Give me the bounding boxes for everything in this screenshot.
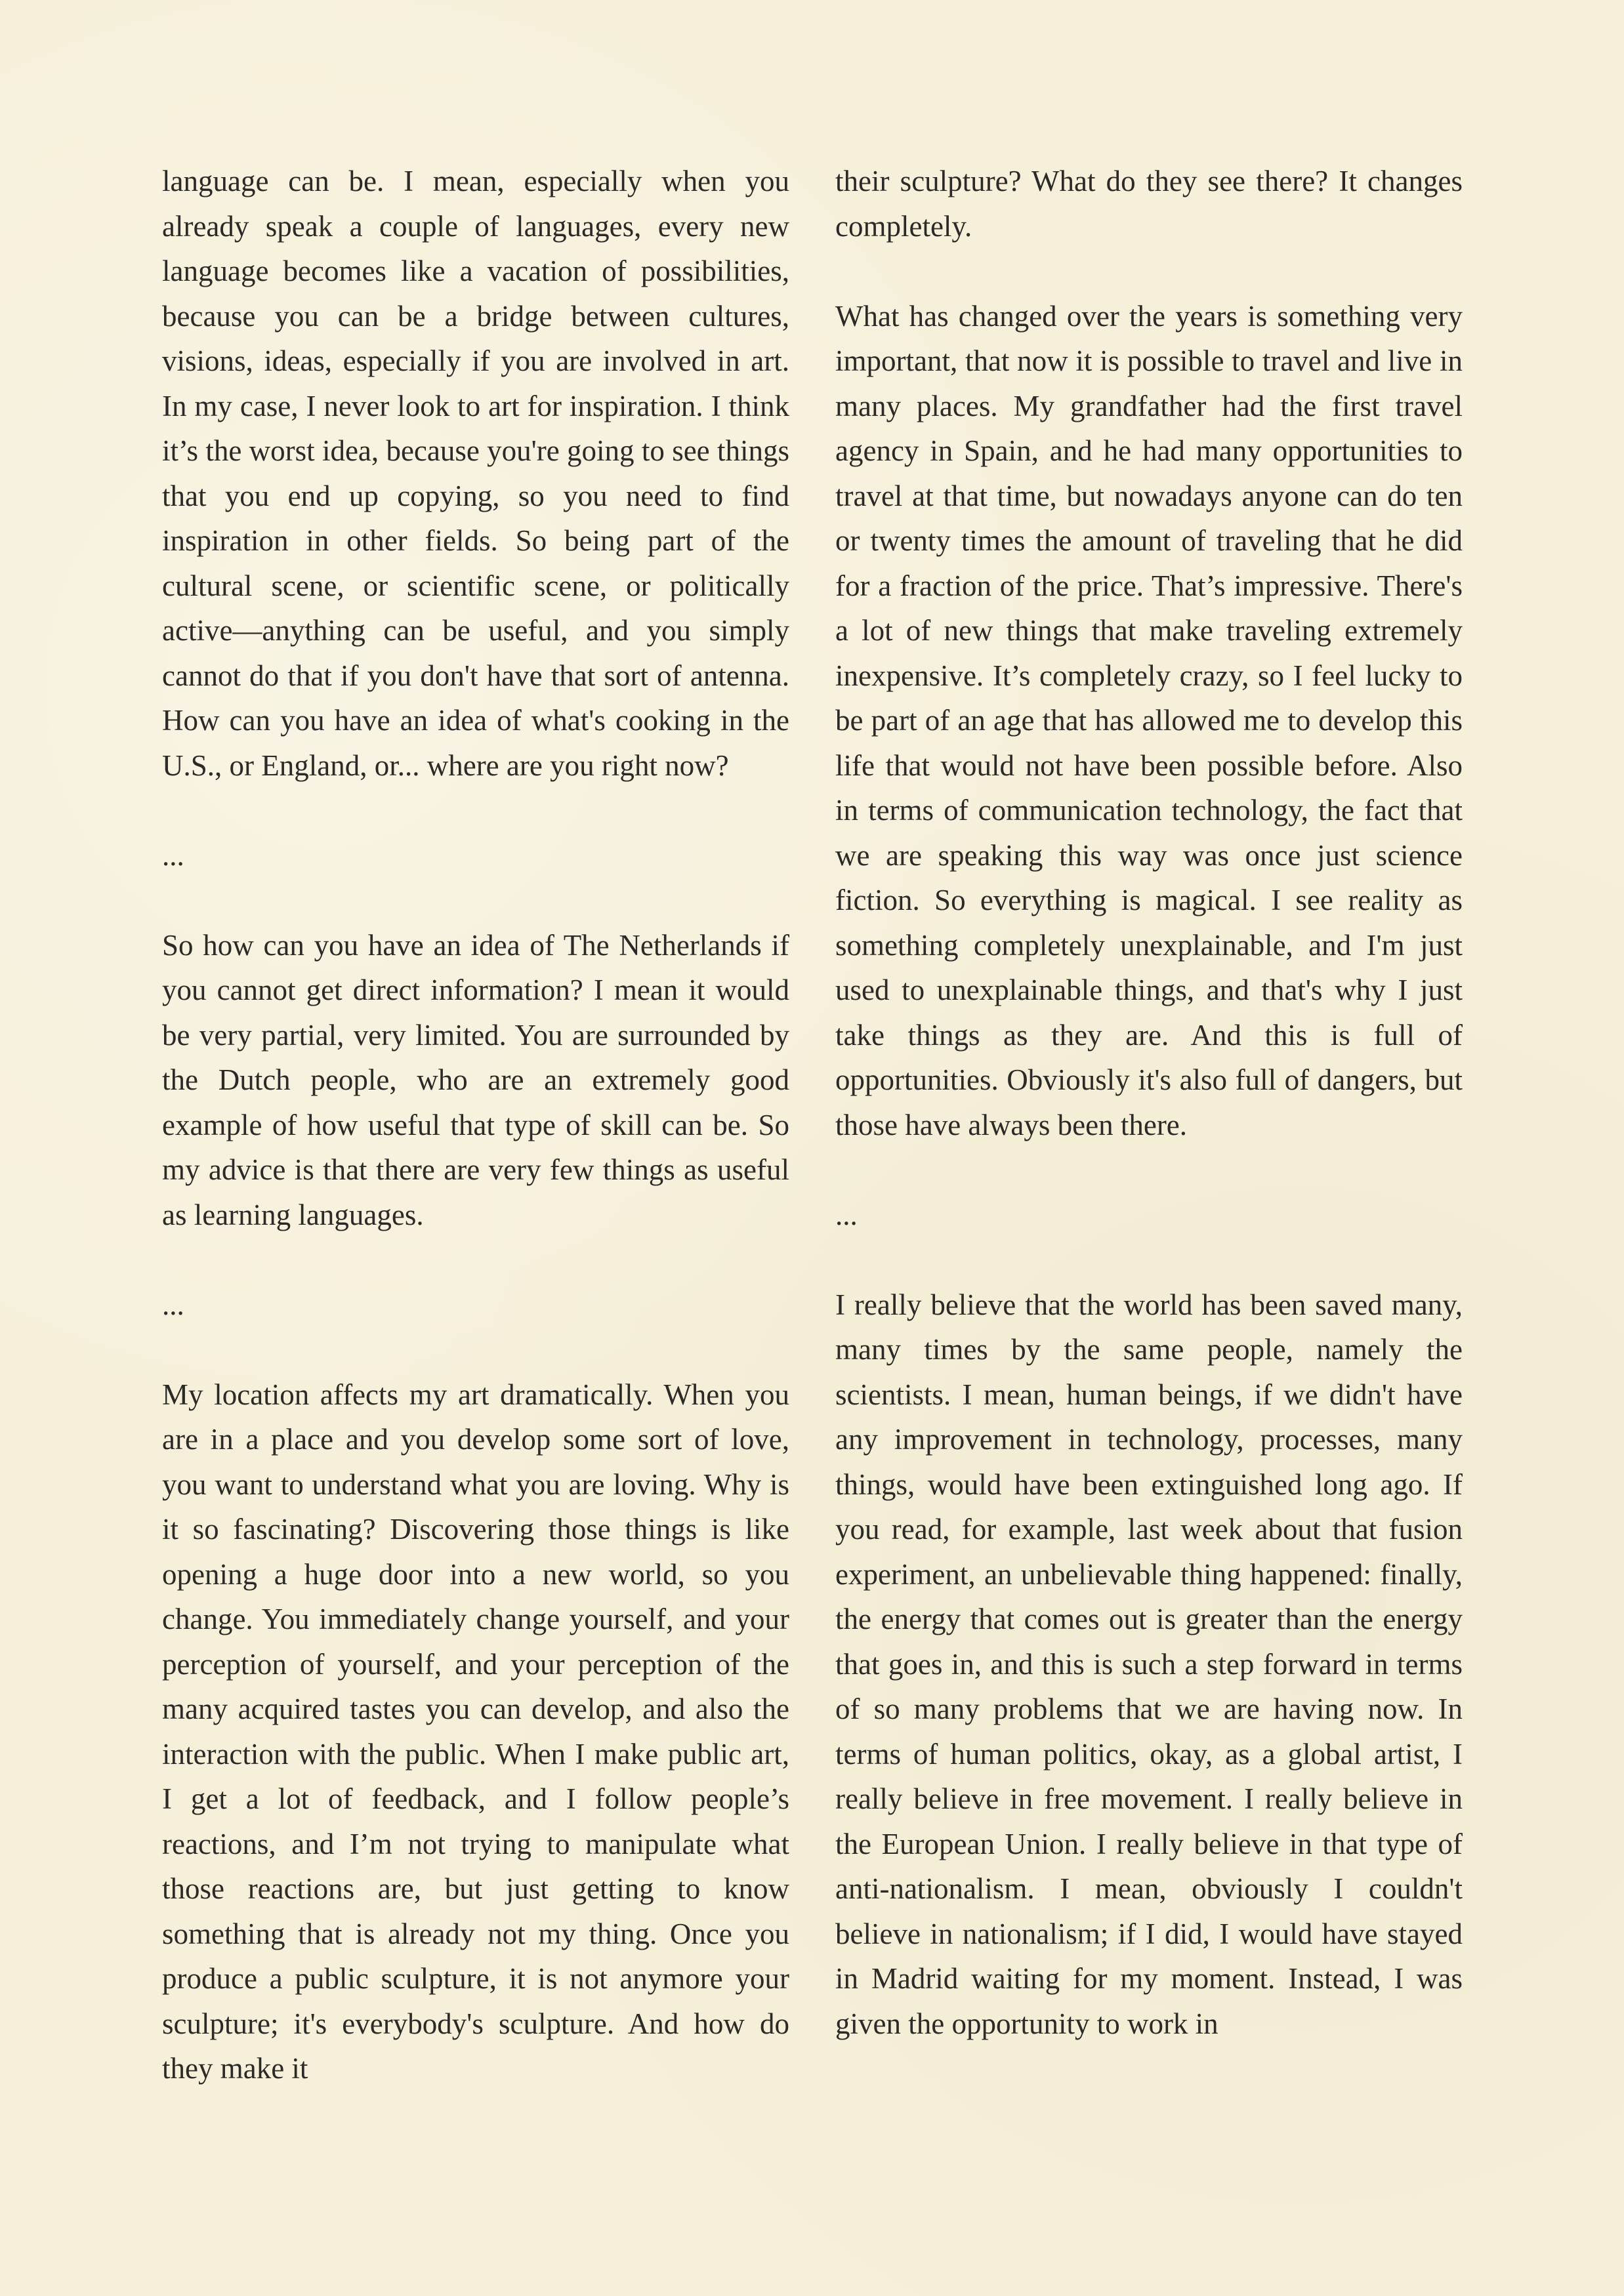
left-paragraph-languages: language can be. I mean, especially when you already speak a couple of languages, every new language becomes like a vacation of possibilities, because you can be a bridge between cultures, visions, ideas, especially if you are involved in art. In my case, I never look to art for inspiration. I think it’s the worst idea, because you're going to see things that you end up copying, so you need to find inspiration in other fields. So being part of the cultural scene, or scientific scene, or politically active—anything can be useful, and you simply cannot do that if you don't have that sort of antenna. How can you have an idea of what's cooking in the U.S., or England, or... where are you right now? (162, 165, 789, 782)
right-paragraph-scientists: I really believe that the world has been saved many, many times by the same people, namely the scientists. I mean, human beings, if we didn't have any improvement in technology, processes, many things, would have been extinguished long ago. If you read, for example, last week about that fusion experiment, an unbelievable thing happened: finally, the energy that comes out is greater than the energy that goes in, and this is such a step forward in terms of so many problems that we are having now. In terms of human politics, okay, as a global artist, I really believe in free movement. I really believe in the European Union. I really believe in that type of anti-nationalism. I mean, obviously I couldn't believe in nationalism; if I did, I would have stayed in Madrid waiting for my moment. Instead, I was given the opportunity to work in (835, 1288, 1463, 2040)
left-ellipsis-separator-1: ... (162, 838, 184, 872)
right-paragraph-travel: What has changed over the years is something very important, that now it is possible to travel and live in many places. My grandfather had the first travel agency in Spain, and he had many opportunities to travel at that time, but nowadays anyone can do ten or twenty times the amount of traveling that he did for a fraction of the price. That’s impressive. There's a lot of new things that make traveling extremely inexpensive. It’s completely crazy, so I feel lucky to be part of an age that has allowed me to develop this life that would not have been possible before. Also in terms of communication technology, the fact that we are speaking this way was once just science fiction. So everything is magical. I see reality as something completely unexplainable, and I'm just used to unexplainable things, and that's why I just take things as they are. And this is full of opportunities. Obviously it's also full of dangers, but those have always been there. (835, 299, 1463, 1141)
left-paragraph-location: My location affects my art dramatically. When you are in a place and you develop some sort of love, you want to understand what you are loving. Why is it so fascinating? Discovering those things is like opening a huge door into a new world, so you change. You immediately change yourself, and your perception of yourself, and your perception of the many acquired tastes you can develop, and also the interaction with the public. When I make public art, I get a lot of feedback, and I follow people’s reactions, and I’m not trying to manipulate what those reactions are, but just getting to know something that is already not my thing. Once you produce a public sculpture, it is not anymore your sculpture; it's everybody's sculpture. And how do they make it (162, 1378, 789, 2085)
left-ellipsis-separator-2: ... (162, 1288, 184, 1321)
right-column (835, 159, 1463, 2046)
right-ellipsis-separator: ... (835, 1198, 858, 1231)
left-column (162, 159, 789, 2091)
left-paragraph-netherlands: So how can you have an idea of The Netherlands if you cannot get direct information? I mean it would be very partial, very limited. You are surrounded by the Dutch people, who are an extremely good example of how useful that type of skill can be. So my advice is that there are very few things as useful as learning languages. (162, 928, 789, 1231)
right-paragraph-sculpture: their sculpture? What do they see there? It changes completely. (835, 165, 1463, 243)
